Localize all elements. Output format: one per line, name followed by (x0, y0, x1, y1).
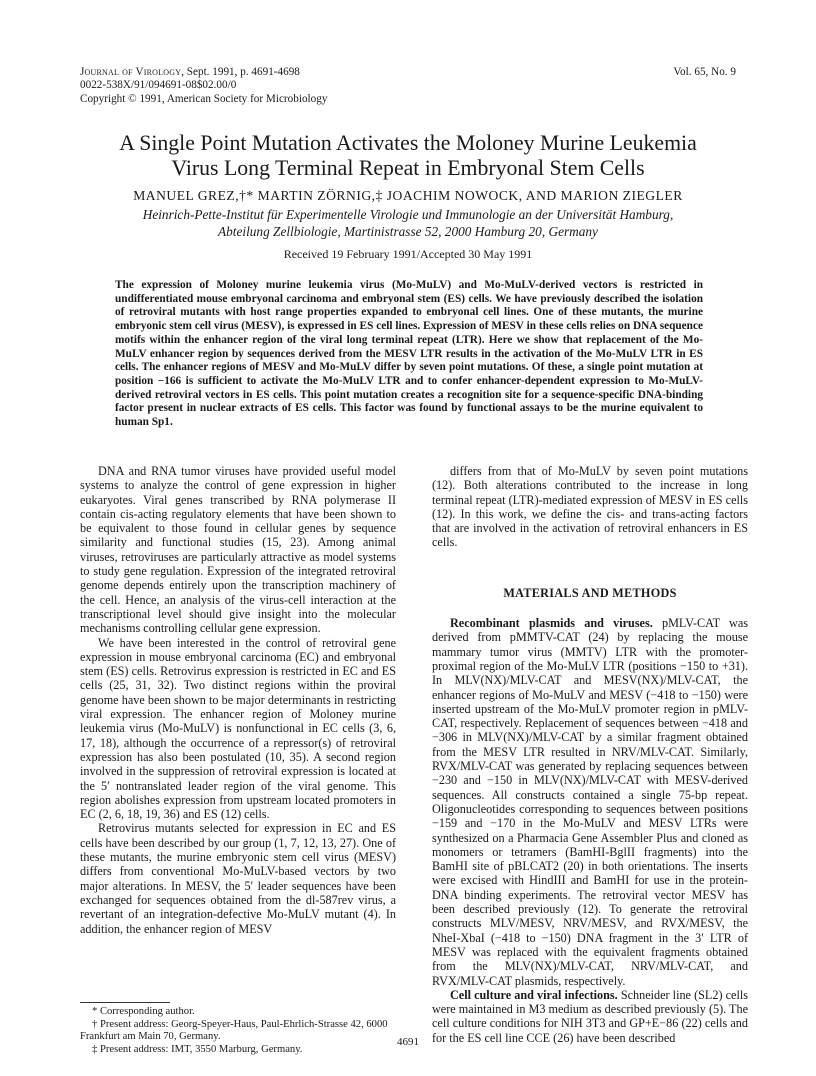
affiliation-line-1: Heinrich-Pette-Institut für Experimentelle Virologie und Immunologie an der Universität Hamburg, (142, 207, 674, 222)
author-list: MANUEL GREZ,†* MARTIN ZÖRNIG,‡ JOACHIM NOWOCK, AND MARION ZIEGLER (133, 188, 683, 203)
issn-line: 0022-538X/91/094691-08$02.00/0 (80, 79, 237, 92)
article-title (60, 131, 756, 181)
footnote-corresponding: * Corresponding author. (92, 1006, 195, 1017)
footnote-rule (80, 1002, 170, 1003)
left-column (80, 464, 396, 936)
citation-details: , Sept. 1991, p. 4691-4698 (181, 66, 300, 78)
affiliation (60, 207, 756, 240)
paragraph-lead: Recombinant plasmids and viruses. (450, 616, 653, 631)
paragraph-body: Schneider line (SL2) cells were maintained in M3 medium as described previously (5). The cell culture conditions for NIH 3T3 and GP+E−86 (22) cells and for the ES cell line CCE (26) have been described (432, 987, 748, 1045)
title-line-1: A Single Point Mutation Activates the Moloney Murine Leukemia (119, 131, 697, 155)
paragraph-lead: Cell culture and viral infections. (450, 987, 618, 1002)
section-heading: MATERIALS AND METHODS (503, 585, 677, 600)
journal-header (80, 66, 327, 106)
intro-paragraph-3: Retrovirus mutants selected for expression in EC and ES cells have been described by our group (1, 7, 12, 13, 27). One of these mutants, the murine embryonic stem cell virus (MESV) differs from conventional Mo-MuLV-based vectors by two major alterations. In MESV, the 5′ leader sequences have been exchanged for sequences obtained from the dl-587rev virus, a revertant of an integration-defective Mo-MuLV mutant (4). In addition, the enhancer region of MESV (80, 821, 396, 936)
paragraph-body: pMLV-CAT was derived from pMMTV-CAT (24) by replacing the mouse mammary tumor virus (MMTV) LTR with the promoter-proximal region of the Mo-MuLV LTR (positions −150 to +31). In MLV(NX)/MLV-CAT and MESV(NX)/MLV-CAT, the enhancer regions of Mo-MuLV and MESV (−418 to −150) were inserted upstream of the Mo-MuLV promoter region in pMLV-CAT, respectively. Replacement of sequences between −418 and −306 in MLV(NX)/MLV-CAT by a similar fragment obtained from the MESV LTR resulted in NRV/MLV-CAT. Similarly, RVX/MLV-CAT was generated by replacing sequences between −230 and −150 in MLV(NX)/MLV-CAT with MESV-derived sequences. All constructs contained a single 75-bp repeat. Oligonucleotides corresponding to sequences between positions −159 and −170 in the Mo-MuLV and MESV LTRs were synthesized on a Pharmacia Gene Assembler Plus and cloned as monomers or tetramers (BamHI-BglII fragments) into the BamHI site of pBLCAT2 (20) in both orientations. The inserts were excised with HindIII and BamHI for use in the protein-DNA binding experiments. The retroviral vector MESV has been described previously (12). To generate the retroviral constructs MLV/MESV, NRV/MESV, and RVX/MESV, the NheI-XbaI (−418 to −150) DNA fragment in the 3′ LTR of MESV was replaced with the equivalent fragments obtained from the MLV(NX)/MLV-CAT, NRV/MLV-CAT, and RVX/MLV-CAT plasmids, respectively. (432, 616, 748, 988)
abstract: The expression of Moloney murine leukemia virus (Mo-MuLV) and Mo-MuLV-derived vectors is restricted in undifferentiated mouse embryonal carcinoma and embryonal stem (ES) cells. We have previously described the isolation of retroviral mutants with host range properties expanded to embryonal cell lines. One of these mutants, the murine embryonic stem cell virus (MESV), is expressed in ES cell lines. Expression of MESV in these cells relies on DNA sequence motifs within the enhancer region of the viral long terminal repeat (LTR). Here we show that replacement of the Mo-MuLV enhancer region by sequences derived from the MESV LTR results in the activation of the Mo-MuLV LTR in ES cells. The enhancer regions of MESV and Mo-MuLV differ by seven point mutations. Of these, a single point mutation at position −166 is sufficient to activate the Mo-MuLV LTR and to confer enhancer-dependent expression to Mo-MuLV-derived retroviral vectors in ES cells. This point mutation creates a recognition site for a sequence-specific DNA-binding factor present in nuclear extracts of ES cells. This factor was found by functional assays to be the murine equivalent to human Sp1. (115, 279, 703, 429)
journal-name: Journal of Virology (80, 66, 182, 78)
title-line-2: Virus Long Terminal Repeat in Embryonal Stem Cells (171, 156, 645, 180)
footnote-address-1: † Present address: Georg-Speyer-Haus, Paul-Ehrlich-Strasse 42, 6000 Frankfurt am Main 70, Germany. (80, 1018, 388, 1043)
citation-line (80, 66, 327, 79)
footnotes (80, 1006, 400, 1056)
methods-paragraph-1 (432, 616, 748, 988)
copyright-line: Copyright © 1991, American Society for Microbiology (80, 92, 328, 105)
affiliation-line-2: Abteilung Zellbiologie, Martinistrasse 52, 2000 Hamburg 20, Germany (218, 223, 598, 239)
page-number: 4691 (397, 1036, 419, 1048)
intro-paragraph-1: DNA and RNA tumor viruses have provided useful model systems to analyze the control of gene expression in higher eukaryotes. Viral genes transcribed by RNA polymerase II contain cis-acting regulatory elements that have been shown to be equivalent to those found in cellular genes by sequence similarity and functional studies (15, 23). Among animal viruses, retroviruses are particularly attractive as model systems to study gene regulation. Expression of the integrated retroviral genome depends entirely upon the transcription machinery of the cell. Hence, an analysis of the virus-cell interaction at the transcriptional level should give insight into the molecular mechanisms controlling cellular gene expression. (80, 464, 396, 636)
volume-issue: Vol. 65, No. 9 (673, 66, 736, 78)
right-column (432, 464, 748, 1045)
intro-paragraph-4: differs from that of Mo-MuLV by seven point mutations (12). Both alterations contributed to the increase in long terminal repeat (LTR)-mediated expression of MESV in ES cells (12). In this work, we define the cis- and trans-acting factors that are involved in the activation of retroviral enhancers in ES cells. (432, 464, 748, 550)
intro-paragraph-2: We have been interested in the control of retroviral gene expression in mouse embryonal carcinoma (EC) and embryonal stem (ES) cells. Retrovirus expression is restricted in EC and ES cells (25, 31, 32). Two distinct regions within the proviral genome have been shown to be major determinants in restricting viral expression. The enhancer region of Moloney murine leukemia virus (Mo-MuLV) is nonfunctional in EC cells (3, 6, 17, 18), although the occurrence of a repressor(s) of retroviral expression has also been postulated (10, 35). A second region involved in the suppression of retroviral expression is located at the 5′ nontranslated leader region of the viral genome. This region abolishes expression from upstream located promoters in EC (2, 6, 18, 19, 36) and ES (12) cells. (80, 635, 396, 822)
received-dates: Received 19 February 1991/Accepted 30 May 1991 (283, 247, 533, 261)
footnote-address-2: ‡ Present address: IMT, 3550 Marburg, Germany. (92, 1043, 303, 1055)
